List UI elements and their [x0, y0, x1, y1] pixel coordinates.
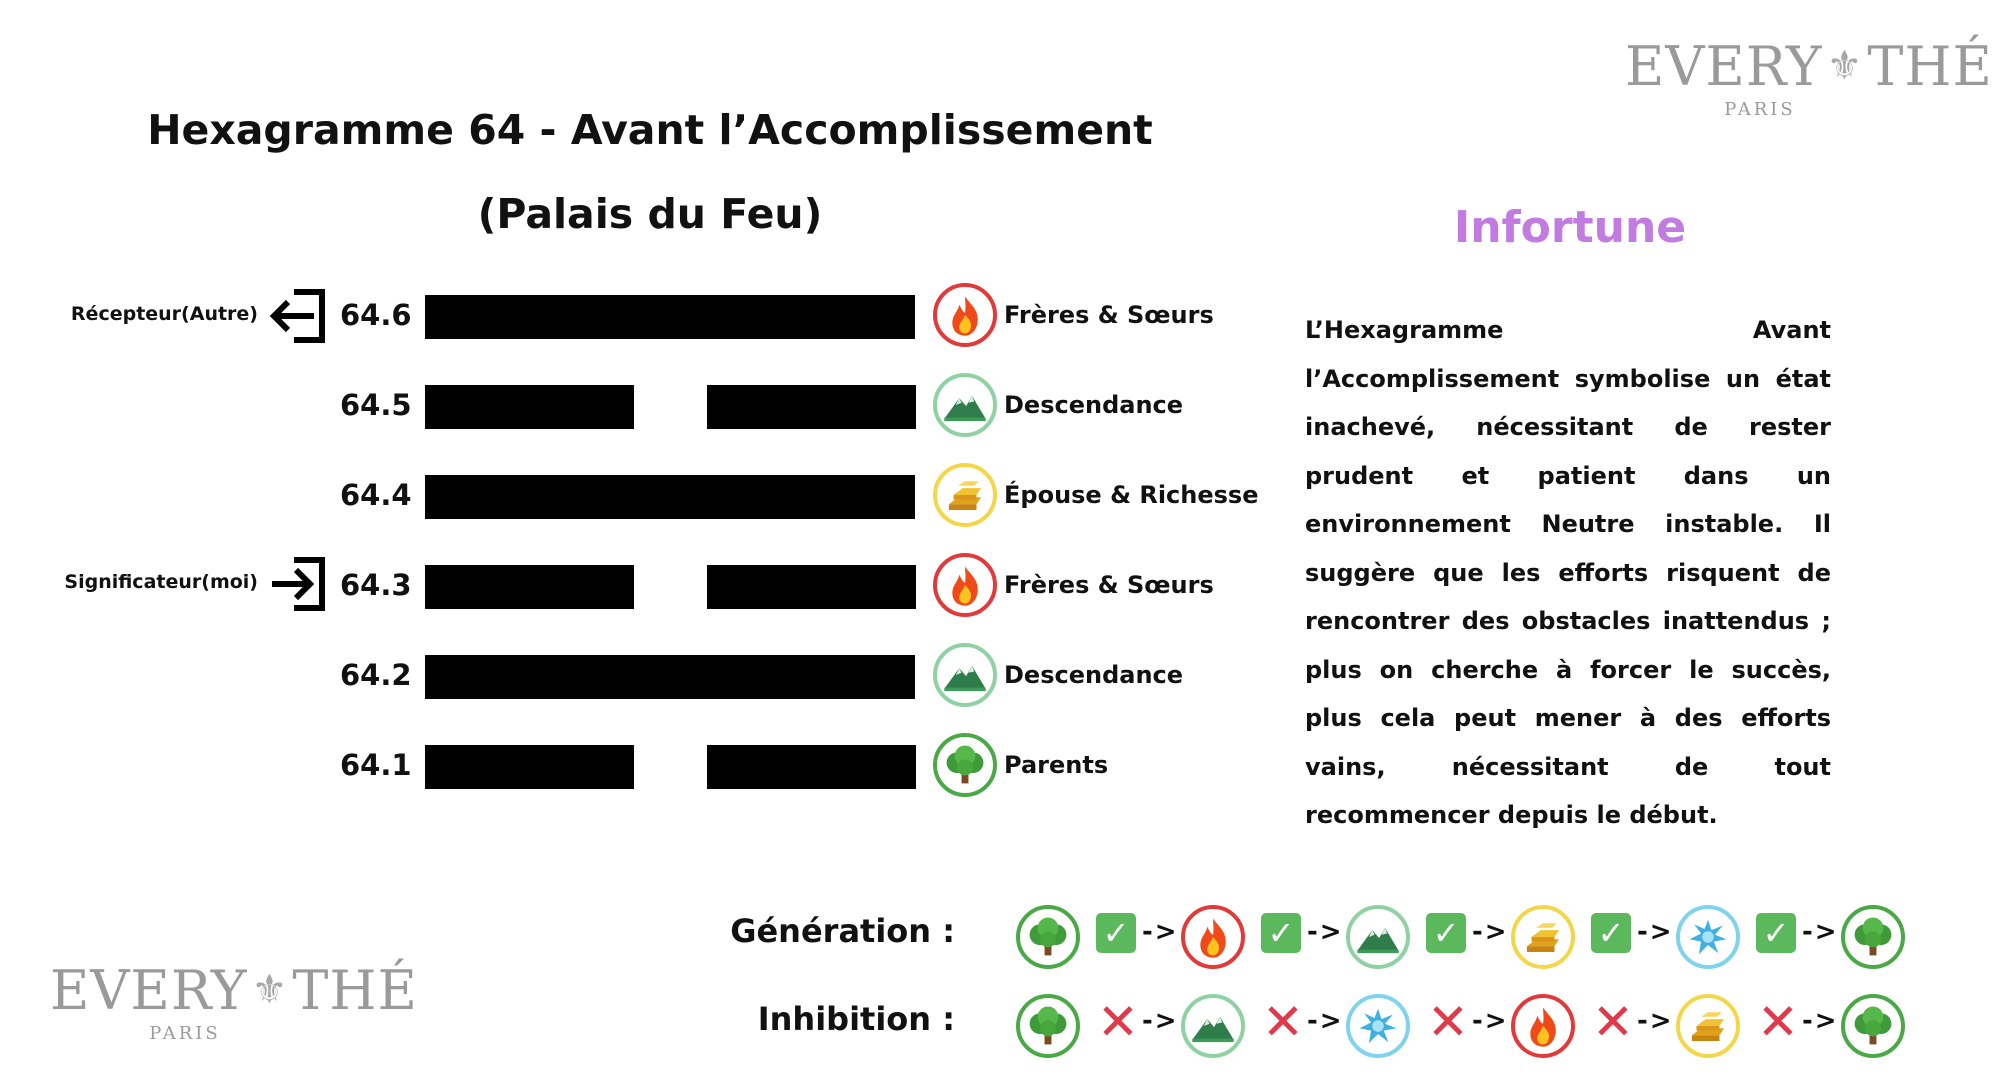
line-number: 64.2	[340, 658, 412, 692]
six-relation-label: Épouse & Richesse	[1004, 481, 1259, 509]
hexagram-description: L’Hexagramme Avant l’Accomplissement symbolise un état inachevé, nécessitant de rester prudent et patient dans un environnement Neutre instable. Il suggère que les efforts risquent de rencontrer des obstacles inattendus ; plus on cherche à forcer le succès, plus cela peut mener à des efforts vains, nécessitant de tout recommencer depuis le début.	[1305, 316, 1831, 829]
next-arrow-icon: ->	[1142, 917, 1179, 947]
yin-line-left-segment	[425, 385, 634, 429]
yin-line-right-segment	[707, 745, 916, 789]
cross-mark-icon: ✕	[1097, 993, 1139, 1051]
next-arrow-icon: ->	[1637, 917, 1674, 947]
six-relation-label: Frères & Sœurs	[1004, 571, 1214, 599]
hexagram-title: Hexagramme 64 - Avant l’Accomplissement	[147, 106, 1153, 154]
generation-label: Génération :	[730, 912, 955, 950]
cross-mark-icon: ✕	[1262, 993, 1304, 1051]
next-arrow-icon: ->	[1142, 1006, 1179, 1036]
brand-city: PARIS	[1724, 99, 1796, 120]
water-element-icon	[1676, 905, 1740, 969]
yang-line-bar	[425, 655, 915, 699]
brand-word-left: EVERY	[50, 959, 248, 1022]
inhibition-label: Inhibition :	[757, 1000, 955, 1038]
brand-word-left: EVERY	[1625, 35, 1823, 98]
next-arrow-icon: ->	[1637, 1006, 1674, 1036]
next-arrow-icon: ->	[1802, 1006, 1839, 1036]
checkmark-icon: ✓	[1426, 913, 1466, 953]
line-number: 64.6	[340, 298, 412, 332]
next-arrow-icon: ->	[1307, 1006, 1344, 1036]
six-relation-label: Parents	[1004, 751, 1109, 779]
brand-logo-top	[1625, 35, 1993, 120]
receiver-label: Récepteur(Autre)	[70, 303, 258, 325]
fleur-ornament-icon: ⚜	[1826, 43, 1864, 89]
fire-element-icon	[1181, 905, 1245, 969]
wood-element-icon	[1016, 994, 1080, 1058]
next-arrow-icon: ->	[1472, 1006, 1509, 1036]
water-element-icon	[1346, 994, 1410, 1058]
next-arrow-icon: ->	[1307, 917, 1344, 947]
yin-line-right-segment	[707, 385, 916, 429]
wood-element-icon	[1841, 994, 1905, 1058]
fortune-verdict: Infortune	[1453, 202, 1687, 253]
fire-element-icon	[933, 283, 997, 347]
cross-mark-icon: ✕	[1592, 993, 1634, 1051]
yin-line-left-segment	[425, 745, 634, 789]
metal-element-icon	[1676, 994, 1740, 1058]
line-number: 64.4	[340, 478, 412, 512]
checkmark-icon: ✓	[1591, 913, 1631, 953]
six-relation-label: Descendance	[1004, 661, 1184, 689]
enter-arrow-icon	[268, 554, 330, 614]
brand-logo-bottom	[50, 959, 418, 1044]
palace-subtitle: (Palais du Feu)	[477, 190, 823, 238]
checkmark-icon: ✓	[1756, 913, 1796, 953]
next-arrow-icon: ->	[1802, 917, 1839, 947]
earth-element-icon	[1346, 905, 1410, 969]
checkmark-icon: ✓	[1261, 913, 1301, 953]
fire-element-icon	[933, 553, 997, 617]
metal-element-icon	[933, 463, 997, 527]
brand-city: PARIS	[149, 1023, 221, 1044]
yang-line-bar	[425, 475, 915, 519]
brand-word-right: THÉ	[1867, 35, 1993, 98]
signifier-label: Significateur(moi)	[64, 571, 258, 593]
yin-line-left-segment	[425, 565, 634, 609]
six-relation-label: Descendance	[1004, 391, 1184, 419]
cross-mark-icon: ✕	[1757, 993, 1799, 1051]
line-number: 64.1	[340, 748, 412, 782]
fleur-ornament-icon: ⚜	[251, 967, 289, 1013]
fire-element-icon	[1511, 994, 1575, 1058]
earth-element-icon	[1181, 994, 1245, 1058]
earth-element-icon	[933, 643, 997, 707]
yang-line-bar	[425, 295, 915, 339]
line-number: 64.5	[340, 388, 412, 422]
exit-arrow-icon	[268, 286, 330, 346]
six-relation-label: Frères & Sœurs	[1004, 301, 1214, 329]
yin-line-right-segment	[707, 565, 916, 609]
checkmark-icon: ✓	[1096, 913, 1136, 953]
line-number: 64.3	[340, 568, 412, 602]
brand-word-right: THÉ	[292, 959, 418, 1022]
earth-element-icon	[933, 373, 997, 437]
next-arrow-icon: ->	[1472, 917, 1509, 947]
metal-element-icon	[1511, 905, 1575, 969]
cross-mark-icon: ✕	[1427, 993, 1469, 1051]
wood-element-icon	[1841, 905, 1905, 969]
wood-element-icon	[1016, 905, 1080, 969]
wood-element-icon	[933, 733, 997, 797]
